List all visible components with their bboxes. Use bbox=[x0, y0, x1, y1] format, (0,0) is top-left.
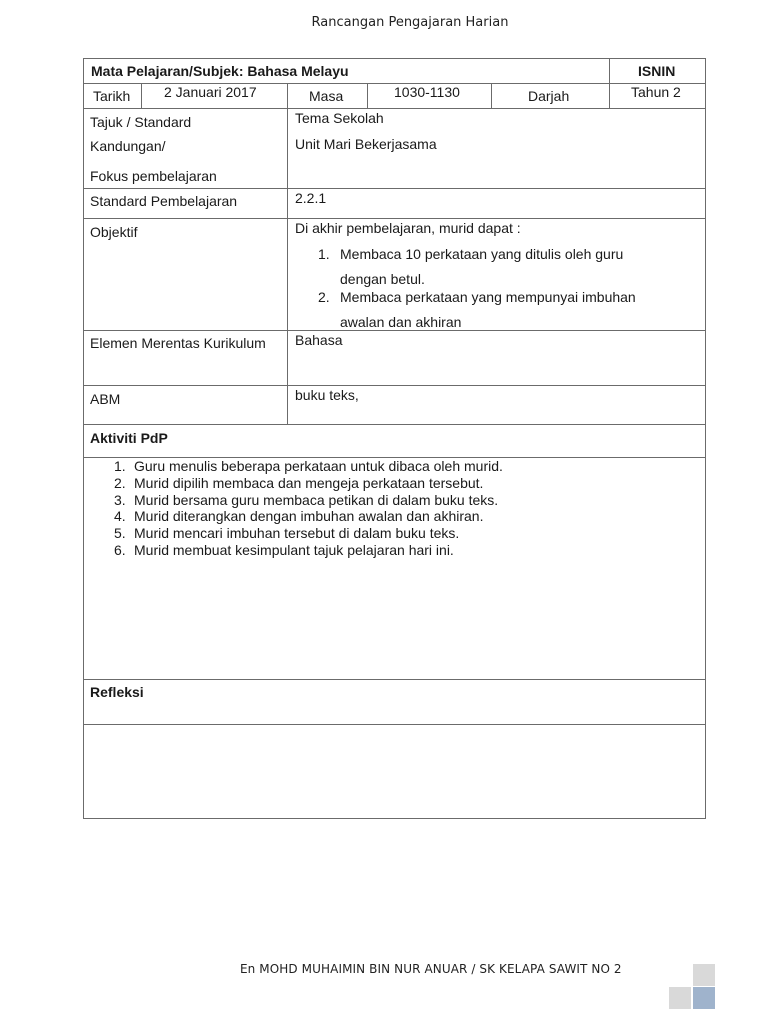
element-label: Elemen Merentas Kurikulum bbox=[90, 335, 266, 351]
list-number: 6. bbox=[114, 541, 126, 558]
time-label: Masa bbox=[309, 88, 344, 104]
element-value: Bahasa bbox=[295, 332, 343, 348]
objective-intro: Di akhir pembelajaran, murid dapat : bbox=[295, 220, 521, 236]
list-number: 3. bbox=[114, 491, 126, 508]
list-number: 5. bbox=[114, 525, 126, 542]
activities-list bbox=[114, 458, 503, 559]
table-rule bbox=[83, 108, 706, 109]
topic-label: Tajuk / Standard bbox=[90, 114, 192, 130]
topic-label: Kandungan/ bbox=[90, 138, 166, 154]
objective-label: Objektif bbox=[90, 224, 138, 240]
table-rule bbox=[83, 424, 706, 425]
table-rule bbox=[83, 679, 706, 680]
objective-text: Membaca perkataan yang mempunyai imbuhan bbox=[340, 289, 636, 305]
table-rule bbox=[83, 385, 706, 386]
list-text: Murid mencari imbuhan tersebut di dalam buku teks. bbox=[134, 525, 460, 542]
topic-label: Fokus pembelajaran bbox=[90, 168, 217, 184]
list-item bbox=[114, 508, 503, 525]
subject-label: Mata Pelajaran/Subjek: Bahasa Melayu bbox=[91, 63, 349, 79]
footer-decor-square bbox=[669, 987, 691, 1009]
table-rule bbox=[367, 83, 368, 108]
table-rule bbox=[83, 724, 706, 725]
list-text: Murid diterangkan dengan imbuhan awalan dan akhiran. bbox=[134, 508, 484, 525]
table-rule bbox=[491, 83, 492, 108]
list-item bbox=[114, 475, 503, 492]
table-rule bbox=[83, 218, 706, 219]
table-rule bbox=[83, 188, 706, 189]
footer-decor-square bbox=[693, 987, 715, 1009]
objective-text: dengan betul. bbox=[340, 271, 425, 287]
list-text: Murid membuat kesimpulant tajuk pelajaran hari ini. bbox=[134, 541, 454, 558]
document-title: Rancangan Pengajaran Harian bbox=[311, 15, 509, 30]
footer-decor-square bbox=[693, 964, 715, 986]
table-rule bbox=[141, 83, 142, 108]
list-text: Murid bersama guru membaca petikan di dalam buku teks. bbox=[134, 491, 499, 508]
list-item bbox=[114, 458, 503, 475]
objective-number: 2. bbox=[318, 289, 330, 305]
date-value: 2 Januari 2017 bbox=[164, 84, 257, 100]
day-label: ISNIN bbox=[638, 63, 676, 79]
list-text: Guru menulis beberapa perkataan untuk dibaca oleh murid. bbox=[134, 458, 503, 474]
objective-text: Membaca 10 perkataan yang ditulis oleh guru bbox=[340, 246, 624, 262]
list-item bbox=[114, 542, 503, 559]
table-rule bbox=[287, 83, 288, 424]
time-value: 1030-1130 bbox=[394, 84, 460, 100]
standard-value: 2.2.1 bbox=[295, 190, 327, 206]
class-value: Tahun 2 bbox=[631, 84, 681, 100]
objective-number: 1. bbox=[318, 246, 330, 262]
abm-label: ABM bbox=[90, 391, 121, 407]
objective-text: awalan dan akhiran bbox=[340, 314, 462, 330]
list-number: 4. bbox=[114, 508, 126, 525]
footer-text: En MOHD MUHAIMIN BIN NUR ANUAR / SK KELAPA SAWIT NO 2 bbox=[240, 962, 622, 976]
list-number: 1. bbox=[114, 458, 126, 474]
date-label: Tarikh bbox=[93, 88, 131, 104]
class-label: Darjah bbox=[528, 88, 570, 104]
activities-heading: Aktiviti PdP bbox=[90, 430, 168, 446]
standard-label: Standard Pembelajaran bbox=[90, 193, 238, 209]
list-item bbox=[114, 492, 503, 509]
reflection-heading: Refleksi bbox=[90, 684, 144, 700]
abm-value: buku teks, bbox=[295, 387, 359, 403]
topic-value: Unit Mari Bekerjasama bbox=[295, 136, 437, 152]
list-number: 2. bbox=[114, 474, 126, 491]
table-rule bbox=[609, 58, 610, 108]
topic-value: Tema Sekolah bbox=[295, 110, 384, 126]
list-item bbox=[114, 525, 503, 542]
list-text: Murid dipilih membaca dan mengeja perkataan tersebut. bbox=[134, 474, 484, 491]
